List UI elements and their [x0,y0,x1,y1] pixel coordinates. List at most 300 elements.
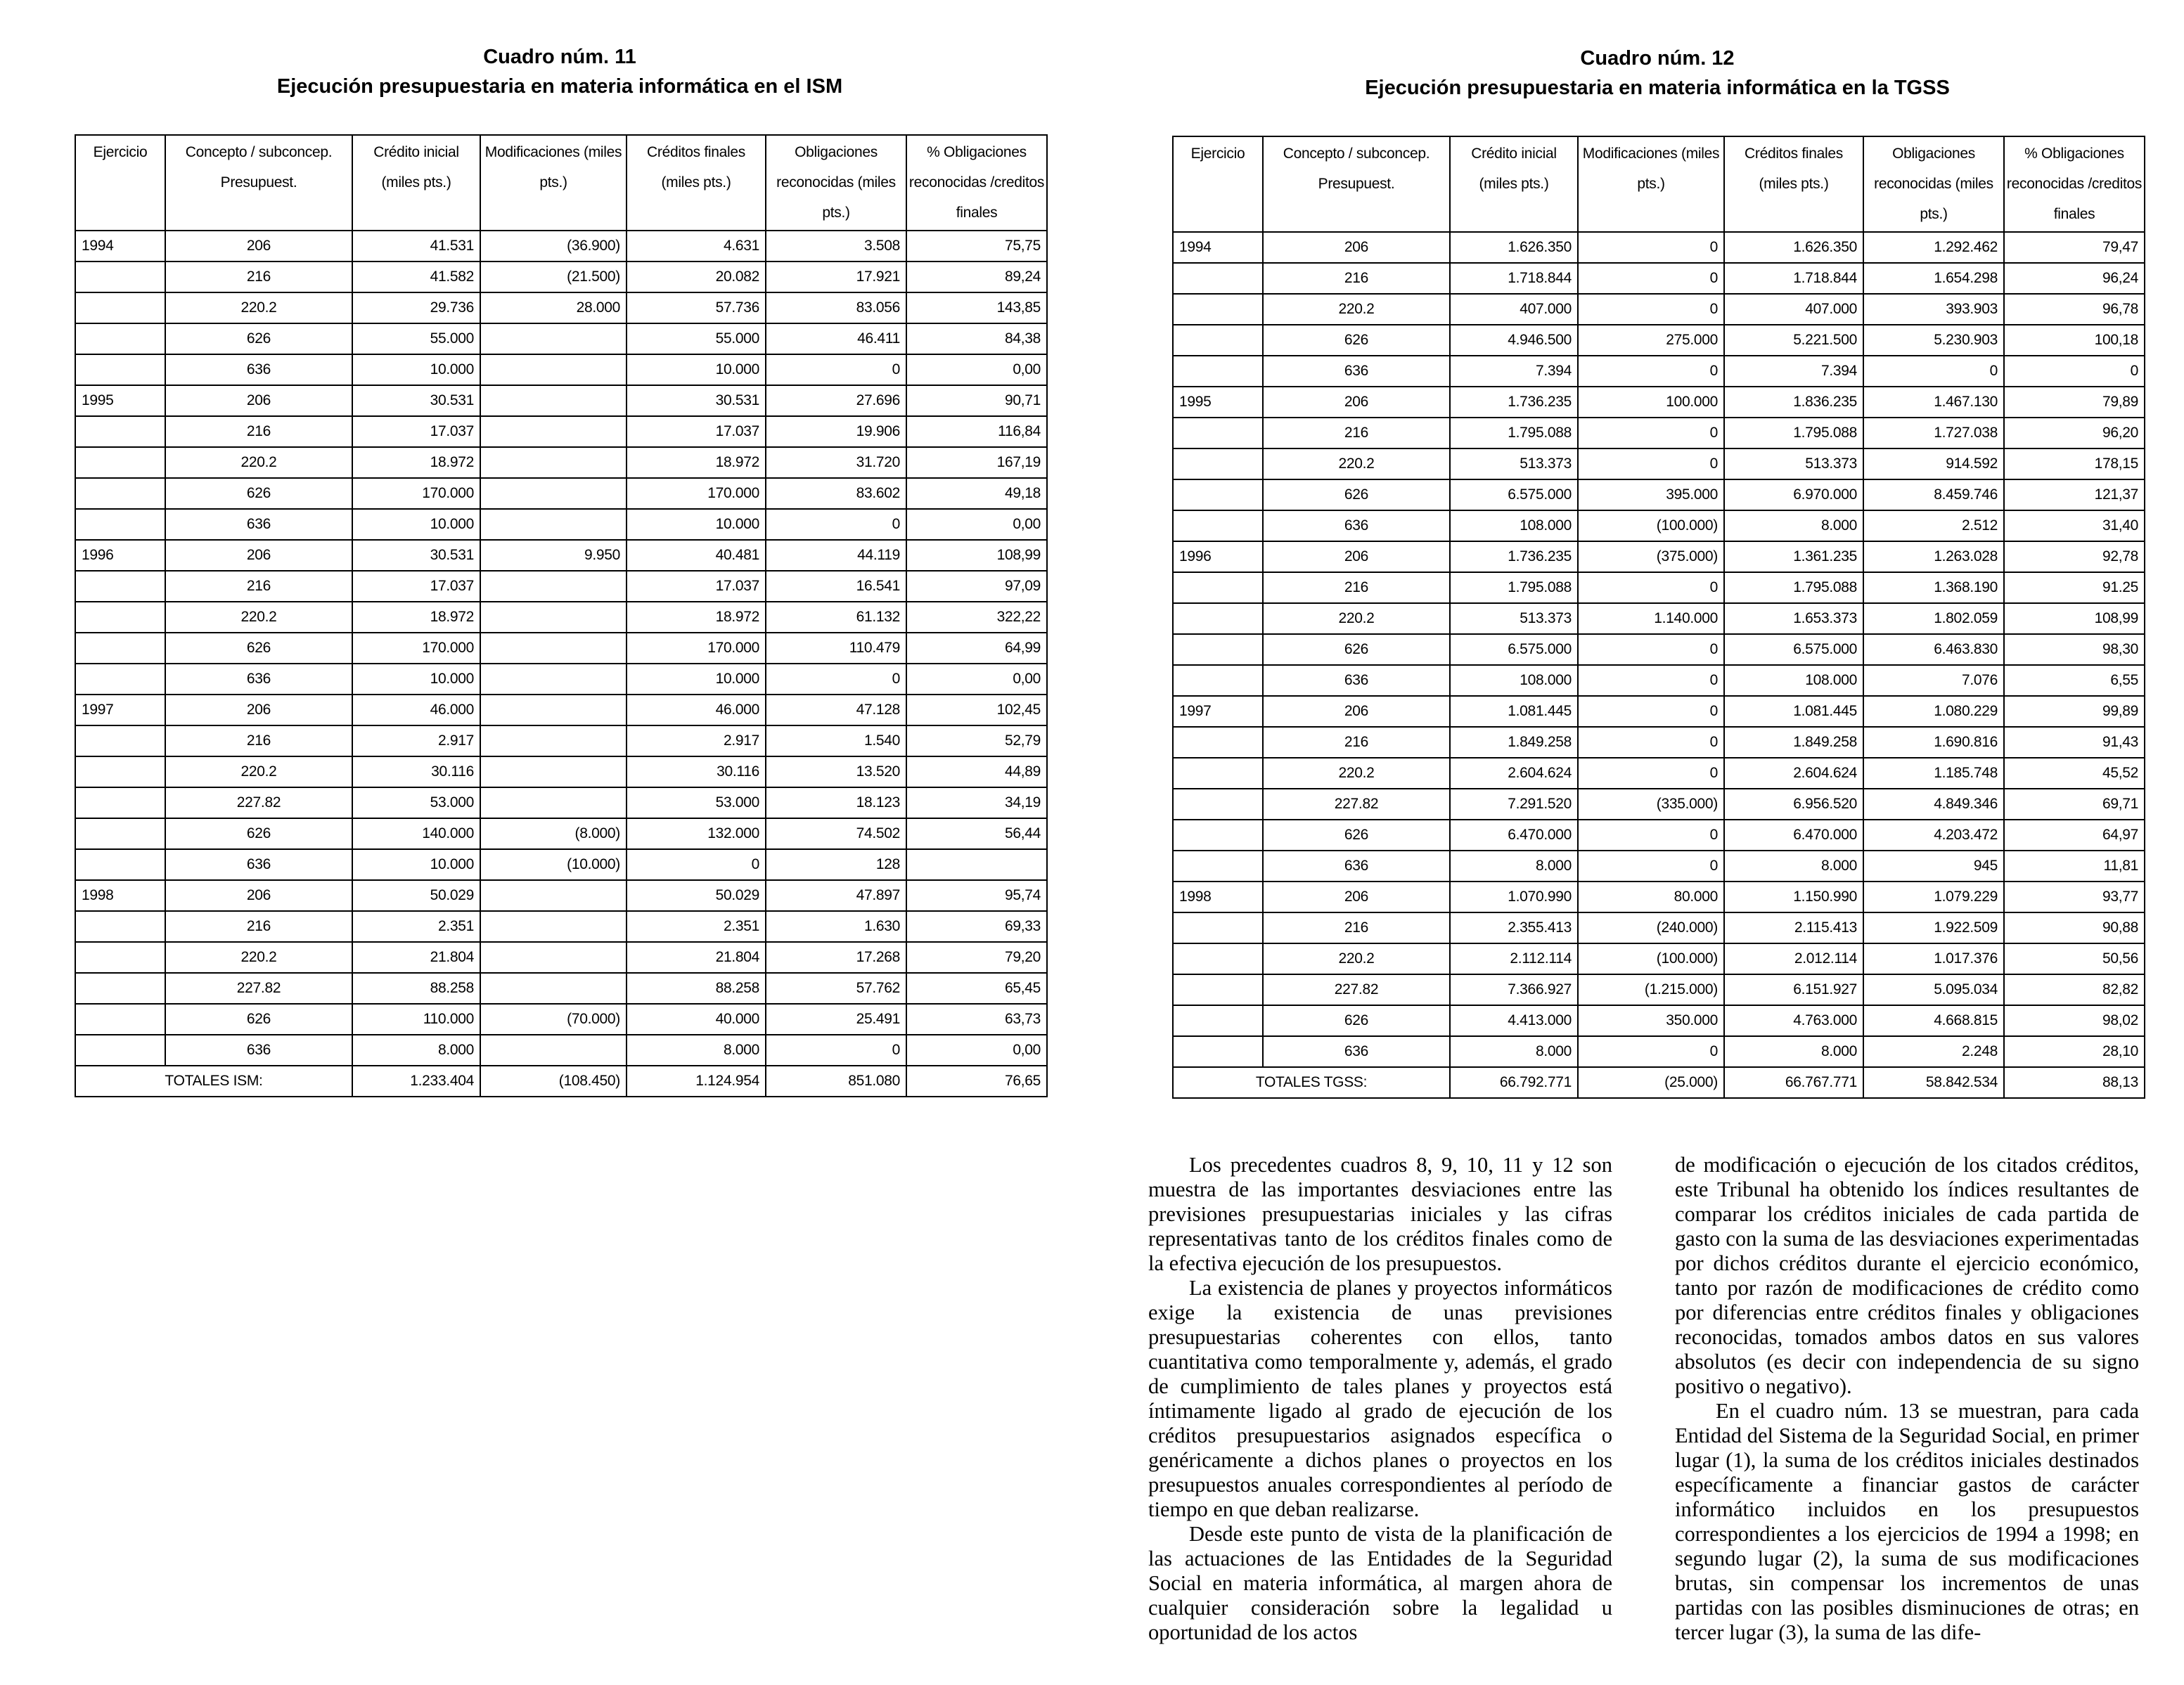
cell-concept: 636 [165,509,352,540]
cell-year: 1994 [75,231,165,262]
table-row [75,664,1047,695]
cell-credito-inicial: 108.000 [1450,665,1578,696]
cell-creditos-finales: 10.000 [627,509,766,540]
col-header-credito-inicial: Crédito inicial (miles pts.) [1450,136,1578,232]
body-text-column-left [1148,1153,1612,1645]
cell-credito-inicial: 513.373 [1450,448,1578,479]
table-row [75,911,1047,942]
cell-obligaciones: 8.459.746 [1863,479,2004,510]
col-header-modificaciones: Modificaciones (miles pts.) [480,135,627,231]
cell-obligaciones: 3.508 [766,231,906,262]
table-row [75,447,1047,478]
cell-creditos-finales: 40.000 [627,1004,766,1035]
cell-modificaciones: 9.950 [480,540,627,571]
cell-concept: 216 [1263,418,1450,448]
cell-credito-inicial: 10.000 [352,849,480,880]
cell-porcentaje: 97,09 [906,571,1047,602]
cell-obligaciones: 83.602 [766,478,906,509]
table-row [75,1004,1047,1035]
cell-credito-inicial: 18.972 [352,602,480,633]
cell-obligaciones: 1.690.816 [1863,727,2004,758]
cell-creditos-finales: 1.150.990 [1724,882,1863,912]
cell-credito-inicial: 41.531 [352,231,480,262]
cell-concept: 636 [165,354,352,385]
cell-credito-inicial: 6.575.000 [1450,634,1578,665]
cell-creditos-finales: 132.000 [627,818,766,849]
cell-porcentaje: 98,30 [2004,634,2145,665]
cell-porcentaje: 69,33 [906,911,1047,942]
cell-concept: 626 [1263,634,1450,665]
cell-obligaciones: 1.292.462 [1863,232,2004,263]
cell-creditos-finales: 2.917 [627,725,766,756]
cell-modificaciones: (1.215.000) [1578,974,1724,1005]
cell-credito-inicial: 2.112.114 [1450,943,1578,974]
cell-creditos-finales: 1.653.373 [1724,603,1863,634]
table-row [1173,696,2145,727]
table-row [75,540,1047,571]
cell-modificaciones [480,354,627,385]
cell-year [1173,727,1263,758]
cell-porcentaje [906,849,1047,880]
cell-creditos-finales: 170.000 [627,478,766,509]
cell-modificaciones: 1.140.000 [1578,603,1724,634]
cell-concept: 220.2 [1263,758,1450,789]
cell-obligaciones: 19.906 [766,416,906,447]
cell-year [1173,851,1263,882]
table-row [1173,1036,2145,1067]
table-row [75,633,1047,664]
cell-year [1173,974,1263,1005]
total-creditos-finales: 1.124.954 [627,1066,766,1097]
totals-row [75,1066,1047,1097]
cell-year [1173,943,1263,974]
cell-concept: 216 [1263,727,1450,758]
cell-concept: 626 [165,633,352,664]
cell-modificaciones: 0 [1578,851,1724,882]
cell-creditos-finales: 1.361.235 [1724,541,1863,572]
cell-porcentaje: 45,52 [2004,758,2145,789]
table-row [1173,418,2145,448]
total-credito-inicial: 1.233.404 [352,1066,480,1097]
cell-year [1173,912,1263,943]
cell-year [75,478,165,509]
cell-year [1173,603,1263,634]
cell-year: 1998 [1173,882,1263,912]
cell-obligaciones: 1.802.059 [1863,603,2004,634]
cell-year [1173,789,1263,820]
cell-modificaciones: 0 [1578,294,1724,325]
cell-year: 1995 [75,385,165,416]
cell-porcentaje: 96,24 [2004,263,2145,294]
cell-credito-inicial: 2.355.413 [1450,912,1578,943]
cell-porcentaje: 0,00 [906,1035,1047,1066]
cell-year [75,818,165,849]
cell-obligaciones: 1.080.229 [1863,696,2004,727]
cell-year [75,787,165,818]
cell-creditos-finales: 88.258 [627,973,766,1004]
cell-obligaciones: 6.463.830 [1863,634,2004,665]
cell-modificaciones [480,447,627,478]
cell-creditos-finales: 6.970.000 [1724,479,1863,510]
cell-creditos-finales: 18.972 [627,447,766,478]
cell-credito-inicial: 46.000 [352,695,480,725]
cell-obligaciones: 47.128 [766,695,906,725]
cell-creditos-finales: 10.000 [627,354,766,385]
cell-credito-inicial: 140.000 [352,818,480,849]
cell-obligaciones: 17.921 [766,262,906,292]
cell-creditos-finales: 6.956.520 [1724,789,1863,820]
cell-obligaciones: 1.922.509 [1863,912,2004,943]
table-row [1173,263,2145,294]
cell-obligaciones: 110.479 [766,633,906,664]
cell-modificaciones [480,633,627,664]
cell-concept: 220.2 [165,756,352,787]
table-row [1173,727,2145,758]
cell-obligaciones: 16.541 [766,571,906,602]
cell-modificaciones: 0 [1578,572,1724,603]
cell-credito-inicial: 6.470.000 [1450,820,1578,851]
cell-porcentaje: 116,84 [906,416,1047,447]
cell-porcentaje: 91,43 [2004,727,2145,758]
cell-porcentaje: 98,02 [2004,1005,2145,1036]
cell-year [1173,572,1263,603]
cell-creditos-finales: 170.000 [627,633,766,664]
col-header-creditos-finales: Créditos finales (miles pts.) [1724,136,1863,232]
cell-year [1173,634,1263,665]
table-row [1173,479,2145,510]
cell-porcentaje: 82,82 [2004,974,2145,1005]
cell-porcentaje: 64,99 [906,633,1047,664]
cell-creditos-finales: 4.763.000 [1724,1005,1863,1036]
table-row [75,262,1047,292]
cell-year [75,509,165,540]
cell-credito-inicial: 8.000 [1450,851,1578,882]
col-header-ejercicio: Ejercicio [75,135,165,231]
cell-obligaciones: 18.123 [766,787,906,818]
cell-creditos-finales: 46.000 [627,695,766,725]
table-row [1173,974,2145,1005]
cell-creditos-finales: 2.115.413 [1724,912,1863,943]
cell-credito-inicial: 30.531 [352,540,480,571]
cell-year [75,725,165,756]
paragraph: de modificación o ejecución de los citados créditos, este Tribunal ha obtenido los índices resultantes de comparar los créditos iniciales de cada partida de gasto con la suma de las desviaciones experimentadas por dichos créditos durante el ejercicio económico, tanto por razón de modificaciones de crédito como por diferencias entre créditos finales y obligaciones reconocidas, tomados ambos datos en sus valores absolutos (es decir con independencia de su signo positivo o negativo). [1675,1153,2139,1398]
cell-porcentaje: 50,56 [2004,943,2145,974]
cell-year: 1996 [1173,541,1263,572]
cell-porcentaje: 92,78 [2004,541,2145,572]
cell-concept: 626 [165,818,352,849]
cell-concept: 216 [1263,912,1450,943]
cell-porcentaje: 99,89 [2004,696,2145,727]
cell-modificaciones: (240.000) [1578,912,1724,943]
table-row [1173,851,2145,882]
cell-modificaciones: 80.000 [1578,882,1724,912]
cell-porcentaje: 178,15 [2004,448,2145,479]
cell-year [75,354,165,385]
total-modificaciones: (108.450) [480,1066,627,1097]
cell-year [75,1035,165,1066]
cell-creditos-finales: 407.000 [1724,294,1863,325]
cell-porcentaje: 79,47 [2004,232,2145,263]
cell-concept: 220.2 [165,602,352,633]
table-row [75,849,1047,880]
cell-modificaciones [480,787,627,818]
total-modificaciones: (25.000) [1578,1067,1724,1098]
cell-obligaciones: 1.368.190 [1863,572,2004,603]
cell-credito-inicial: 513.373 [1450,603,1578,634]
cell-creditos-finales: 30.531 [627,385,766,416]
cell-creditos-finales: 8.000 [1724,851,1863,882]
cell-year [1173,448,1263,479]
cell-year [1173,418,1263,448]
cell-concept: 220.2 [1263,603,1450,634]
cell-obligaciones: 0 [766,354,906,385]
col-header-ejercicio: Ejercicio [1173,136,1263,232]
cell-concept: 636 [1263,851,1450,882]
cell-year [75,262,165,292]
table-12 [1172,136,2145,1099]
body-text-column-right [1675,1153,2139,1645]
cell-year [75,942,165,973]
cell-concept: 206 [165,540,352,571]
cell-concept: 626 [165,323,352,354]
cell-credito-inicial: 1.849.258 [1450,727,1578,758]
col-header-obligaciones: Obligaciones reconocidas (miles pts.) [766,135,906,231]
table-row [1173,820,2145,851]
cell-concept: 220.2 [165,447,352,478]
cell-modificaciones: 275.000 [1578,325,1724,356]
cell-year: 1994 [1173,232,1263,263]
cell-obligaciones: 46.411 [766,323,906,354]
cell-credito-inicial: 17.037 [352,571,480,602]
cell-concept: 626 [1263,479,1450,510]
col-header-modificaciones: Modificaciones (miles pts.) [1578,136,1724,232]
table-row [1173,912,2145,943]
cell-credito-inicial: 53.000 [352,787,480,818]
table-row [1173,510,2145,541]
cell-modificaciones: 350.000 [1578,1005,1724,1036]
cell-modificaciones: 0 [1578,1036,1724,1067]
cell-obligaciones: 4.203.472 [1863,820,2004,851]
cell-porcentaje: 167,19 [906,447,1047,478]
cell-concept: 206 [1263,541,1450,572]
table-row [1173,634,2145,665]
table-header-row [75,135,1047,231]
cell-obligaciones: 1.263.028 [1863,541,2004,572]
cell-credito-inicial: 30.531 [352,385,480,416]
cell-obligaciones: 0 [766,509,906,540]
cell-concept: 220.2 [1263,294,1450,325]
cell-credito-inicial: 2.604.624 [1450,758,1578,789]
cell-concept: 220.2 [165,292,352,323]
cell-modificaciones: (36.900) [480,231,627,262]
cell-porcentaje: 0,00 [906,354,1047,385]
table-row [75,571,1047,602]
cell-year: 1996 [75,540,165,571]
cell-modificaciones: 0 [1578,448,1724,479]
cell-concept: 206 [165,231,352,262]
cell-porcentaje: 108,99 [2004,603,2145,634]
cell-porcentaje: 90,71 [906,385,1047,416]
table-row [75,354,1047,385]
table-row [1173,665,2145,696]
cell-concept: 220.2 [1263,448,1450,479]
table-12-title: Cuadro núm. 12 [1580,47,1735,70]
cell-porcentaje: 75,75 [906,231,1047,262]
cell-porcentaje: 100,18 [2004,325,2145,356]
table-row [75,385,1047,416]
cell-porcentaje: 49,18 [906,478,1047,509]
cell-year [1173,1036,1263,1067]
cell-concept: 626 [1263,820,1450,851]
cell-creditos-finales: 6.575.000 [1724,634,1863,665]
cell-concept: 220.2 [165,942,352,973]
cell-credito-inicial: 7.394 [1450,356,1578,387]
cell-obligaciones: 1.630 [766,911,906,942]
table-row [1173,232,2145,263]
table-row [75,1035,1047,1066]
cell-creditos-finales: 5.221.500 [1724,325,1863,356]
cell-concept: 216 [165,416,352,447]
table-11-subtitle: Ejecución presupuestaria en materia informática en el ISM [276,75,843,98]
col-header-concepto: Concepto / subconcep. Presupuest. [1263,136,1450,232]
cell-credito-inicial: 18.972 [352,447,480,478]
cell-obligaciones: 4.849.346 [1863,789,2004,820]
paragraph: Desde este punto de vista de la planificación de las actuaciones de las Entidades de la Seguridad Social en materia informática, al margen ahora de cualquier consideración sobre la legalidad u oportunidad de los actos [1148,1522,1612,1644]
cell-porcentaje: 63,73 [906,1004,1047,1035]
table-row [1173,387,2145,418]
table-row [1173,448,2145,479]
cell-concept: 216 [165,725,352,756]
cell-obligaciones: 83.056 [766,292,906,323]
cell-year: 1998 [75,880,165,911]
cell-concept: 636 [165,849,352,880]
cell-concept: 216 [1263,263,1450,294]
cell-creditos-finales: 0 [627,849,766,880]
cell-credito-inicial: 1.070.990 [1450,882,1578,912]
cell-year [75,323,165,354]
cell-creditos-finales: 21.804 [627,942,766,973]
cell-creditos-finales: 4.631 [627,231,766,262]
table-row [1173,758,2145,789]
table-row [75,695,1047,725]
cell-obligaciones: 1.185.748 [1863,758,2004,789]
cell-modificaciones: (21.500) [480,262,627,292]
cell-concept: 206 [1263,232,1450,263]
cell-modificaciones: 100.000 [1578,387,1724,418]
cell-modificaciones [480,571,627,602]
cell-year [75,664,165,695]
cell-modificaciones: 395.000 [1578,479,1724,510]
cell-modificaciones [480,880,627,911]
cell-porcentaje: 79,20 [906,942,1047,973]
cell-obligaciones: 44.119 [766,540,906,571]
cell-porcentaje: 96,78 [2004,294,2145,325]
table-row [1173,325,2145,356]
cell-creditos-finales: 1.718.844 [1724,263,1863,294]
cell-modificaciones: 0 [1578,727,1724,758]
cell-year [75,633,165,664]
cell-credito-inicial: 10.000 [352,509,480,540]
table-row [75,942,1047,973]
cell-credito-inicial: 50.029 [352,880,480,911]
cell-obligaciones: 27.696 [766,385,906,416]
cell-obligaciones: 61.132 [766,602,906,633]
cell-year [1173,510,1263,541]
cell-year [1173,356,1263,387]
cell-credito-inicial: 10.000 [352,354,480,385]
cell-year: 1995 [1173,387,1263,418]
cell-porcentaje: 56,44 [906,818,1047,849]
cell-year [1173,1005,1263,1036]
table-row [75,602,1047,633]
cell-obligaciones: 1.079.229 [1863,882,2004,912]
cell-concept: 227.82 [165,787,352,818]
cell-modificaciones [480,664,627,695]
total-porcentaje: 76,65 [906,1066,1047,1097]
cell-modificaciones [480,911,627,942]
cell-porcentaje: 65,45 [906,973,1047,1004]
cell-modificaciones: (100.000) [1578,510,1724,541]
cell-creditos-finales: 57.736 [627,292,766,323]
table-11 [75,134,1048,1097]
cell-porcentaje: 44,89 [906,756,1047,787]
cell-year [1173,479,1263,510]
cell-porcentaje: 6,55 [2004,665,2145,696]
cell-porcentaje: 0 [2004,356,2145,387]
total-creditos-finales: 66.767.771 [1724,1067,1863,1098]
total-obligaciones: 851.080 [766,1066,906,1097]
cell-concept: 216 [165,262,352,292]
col-header-obligaciones: Obligaciones reconocidas (miles pts.) [1863,136,2004,232]
cell-year [1173,758,1263,789]
cell-concept: 206 [1263,387,1450,418]
table-row [75,818,1047,849]
cell-modificaciones [480,323,627,354]
cell-credito-inicial: 1.626.350 [1450,232,1578,263]
cell-creditos-finales: 8.000 [1724,1036,1863,1067]
cell-concept: 227.82 [1263,789,1450,820]
cell-obligaciones: 47.897 [766,880,906,911]
cell-concept: 206 [165,385,352,416]
paragraph: En el cuadro núm. 13 se muestran, para cada Entidad del Sistema de la Seguridad Social, en primer lugar (1), la suma de los créditos iniciales destinados específicamente a financiar gastos de carácter informático incluidos en los presupuestos correspondientes a los ejercicios de 1994 a 1998; en segundo lugar (2), la suma de sus modificaciones brutas, sin compensar los incrementos de unas partidas con las posibles disminuciones de otras; en tercer lugar (3), la suma de las dife- [1675,1399,2139,1644]
cell-creditos-finales: 8.000 [627,1035,766,1066]
cell-credito-inicial: 4.946.500 [1450,325,1578,356]
cell-obligaciones: 25.491 [766,1004,906,1035]
col-header-porcentaje: % Obligaciones reconocidas /creditos finales [906,135,1047,231]
table-row [1173,356,2145,387]
cell-concept: 206 [165,880,352,911]
cell-porcentaje: 69,71 [2004,789,2145,820]
cell-credito-inicial: 88.258 [352,973,480,1004]
cell-concept: 626 [165,478,352,509]
total-porcentaje: 88,13 [2004,1067,2145,1098]
cell-concept: 216 [1263,572,1450,603]
cell-obligaciones: 2.248 [1863,1036,2004,1067]
cell-modificaciones: (100.000) [1578,943,1724,974]
cell-porcentaje: 143,85 [906,292,1047,323]
table-row [75,478,1047,509]
cell-concept: 206 [1263,882,1450,912]
cell-year: 1997 [1173,696,1263,727]
cell-modificaciones: (335.000) [1578,789,1724,820]
table-row [1173,1005,2145,1036]
cell-credito-inicial: 1.795.088 [1450,418,1578,448]
cell-porcentaje: 121,37 [2004,479,2145,510]
cell-credito-inicial: 2.917 [352,725,480,756]
table-row [1173,603,2145,634]
cell-obligaciones: 0 [766,1035,906,1066]
table-12-caption [1172,44,2143,103]
